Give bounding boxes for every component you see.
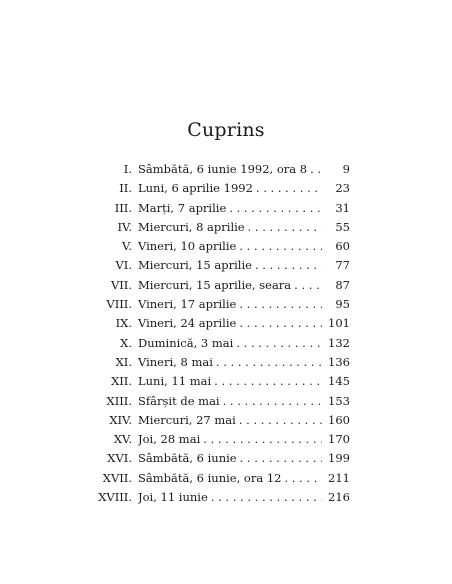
toc-leader-dots: [284, 469, 322, 488]
toc-entry-label: Vineri, 24 aprilie: [138, 316, 237, 331]
toc-entry-page-number: 55: [335, 219, 350, 234]
toc-entry-body: [138, 392, 322, 411]
toc-entry[interactable]: [90, 449, 350, 468]
toc-entry[interactable]: [90, 160, 350, 179]
toc-entry-label: Vineri, 8 mai: [138, 354, 213, 369]
toc-entry-page-number: 136: [328, 354, 350, 369]
page-title: Cuprins: [187, 119, 265, 141]
toc-entry-number: VIII.: [106, 297, 132, 312]
toc-entry[interactable]: [90, 469, 350, 488]
toc-entry-body: [138, 353, 322, 372]
toc-leader-dots: [214, 372, 322, 391]
toc-entry-label: Joi, 11 iunie: [138, 490, 208, 505]
toc-leader-dots: [256, 179, 322, 198]
toc-entry-body: [138, 237, 322, 256]
toc-entry-body: [138, 411, 322, 430]
toc-leader-dots: [229, 199, 322, 218]
toc-entry[interactable]: [90, 276, 350, 295]
toc-entry[interactable]: [90, 353, 350, 372]
toc-entry-body: [138, 160, 322, 179]
toc-entry-body: [138, 295, 322, 314]
toc-entry-label: Sfârșit de mai: [138, 393, 220, 408]
toc-entry-number: IX.: [115, 316, 132, 331]
toc-entry-label: Miercuri, 15 aprilie: [138, 258, 252, 273]
toc-entry[interactable]: [90, 372, 350, 391]
toc-entry-page-number: 160: [328, 412, 350, 427]
toc-entry[interactable]: [90, 199, 350, 218]
toc-entry-label: Luni, 11 mai: [138, 374, 212, 389]
toc-leader-dots: [310, 160, 322, 179]
toc-entry-number: III.: [114, 200, 132, 215]
toc-leader-dots: [223, 392, 322, 411]
toc-leader-dots: [239, 411, 322, 430]
toc-entry-label: Luni, 6 aprilie 1992: [138, 181, 253, 196]
toc-entry-body: [138, 314, 322, 333]
toc-entry-body: [138, 276, 322, 295]
toc-entry-label: Joi, 28 mai: [138, 432, 201, 447]
toc-leader-dots: [240, 449, 322, 468]
toc-entry-number: II.: [119, 181, 132, 196]
toc-entry-page-number: 101: [328, 316, 350, 331]
toc-entry-body: [138, 488, 322, 507]
toc-entry-page-number: 95: [335, 297, 350, 312]
toc-entry-label: Miercuri, 27 mai: [138, 412, 236, 427]
toc-entry[interactable]: [90, 488, 350, 507]
toc-entry-page-number: 87: [335, 277, 350, 292]
toc-entry-page-number: 199: [328, 451, 350, 466]
toc-entry[interactable]: [90, 218, 350, 237]
toc-entry[interactable]: [90, 430, 350, 449]
toc-entry[interactable]: [90, 256, 350, 275]
toc-entry[interactable]: [90, 237, 350, 256]
toc-entry-label: Duminică, 3 mai: [138, 335, 234, 350]
toc-entry-page-number: 153: [328, 393, 350, 408]
toc-entry-page-number: 170: [328, 432, 350, 447]
toc-leader-dots: [294, 276, 322, 295]
toc-entry[interactable]: [90, 314, 350, 333]
toc-leader-dots: [216, 353, 322, 372]
toc-entry-body: [138, 334, 322, 353]
toc-entry-number: XVII.: [102, 470, 132, 485]
toc-entry-page-number: 23: [335, 181, 350, 196]
toc-entry-number: XVIII.: [98, 490, 132, 505]
toc-leader-dots: [236, 334, 322, 353]
toc-leader-dots: [255, 256, 322, 275]
toc-entry-page-number: 77: [335, 258, 350, 273]
toc-entry-number: I.: [123, 162, 132, 176]
table-of-contents: [90, 160, 350, 507]
toc-entry-number: VII.: [110, 277, 132, 292]
toc-entry-page-number: 132: [328, 335, 350, 350]
toc-entry-body: [138, 179, 322, 198]
toc-entry-page-number: 216: [328, 490, 350, 505]
toc-entry-body: [138, 469, 322, 488]
toc-entry-label: Vineri, 10 aprilie: [138, 239, 237, 254]
toc-leader-dots: [239, 295, 322, 314]
toc-entry-page-number: 211: [328, 470, 350, 485]
toc-entry-page-number: 60: [335, 239, 350, 254]
toc-entry-number: VI.: [115, 258, 132, 273]
toc-entry[interactable]: [90, 411, 350, 430]
toc-entry-number: XII.: [111, 374, 132, 389]
toc-entry-body: [138, 449, 322, 468]
toc-leader-dots: [203, 430, 322, 449]
toc-leader-dots: [248, 218, 322, 237]
toc-leader-dots: [239, 314, 322, 333]
toc-entry-body: [138, 199, 322, 218]
toc-entry-label: Miercuri, 15 aprilie, seara: [138, 277, 292, 292]
toc-entry-number: XIII.: [106, 393, 132, 408]
toc-entry-label: Sâmbătă, 6 iunie: [138, 451, 237, 466]
toc-entry-number: IV.: [117, 219, 132, 234]
toc-entry-label: Vineri, 17 aprilie: [138, 297, 237, 312]
toc-entry-number: XIV.: [109, 412, 132, 427]
toc-entry-number: XVI.: [107, 451, 132, 466]
toc-entry[interactable]: [90, 392, 350, 411]
toc-entry-number: XI.: [115, 354, 132, 369]
toc-entry-body: [138, 256, 322, 275]
toc-entry-page-number: 145: [328, 374, 350, 389]
toc-entry-page-number: 31: [335, 200, 350, 215]
toc-entry-number: XV.: [113, 432, 132, 447]
toc-entry-label: Miercuri, 8 aprilie: [138, 219, 245, 234]
toc-entry-body: [138, 430, 322, 449]
toc-leader-dots: [239, 237, 322, 256]
toc-entry-label: Marți, 7 aprilie: [138, 200, 227, 215]
toc-leader-dots: [211, 488, 322, 507]
toc-entry-number: V.: [122, 239, 132, 254]
toc-entry[interactable]: [90, 295, 350, 314]
toc-entry[interactable]: [90, 334, 350, 353]
toc-entry-page-number: 9: [342, 162, 350, 176]
toc-entry-body: [138, 218, 322, 237]
toc-entry-number: X.: [120, 335, 132, 350]
toc-entry-label: Sâmbătă, 6 iunie, ora 12: [138, 470, 282, 485]
toc-entry-body: [138, 372, 322, 391]
toc-entry[interactable]: [90, 179, 350, 198]
toc-entry-label: Sâmbătă, 6 iunie 1992, ora 8: [138, 162, 308, 176]
